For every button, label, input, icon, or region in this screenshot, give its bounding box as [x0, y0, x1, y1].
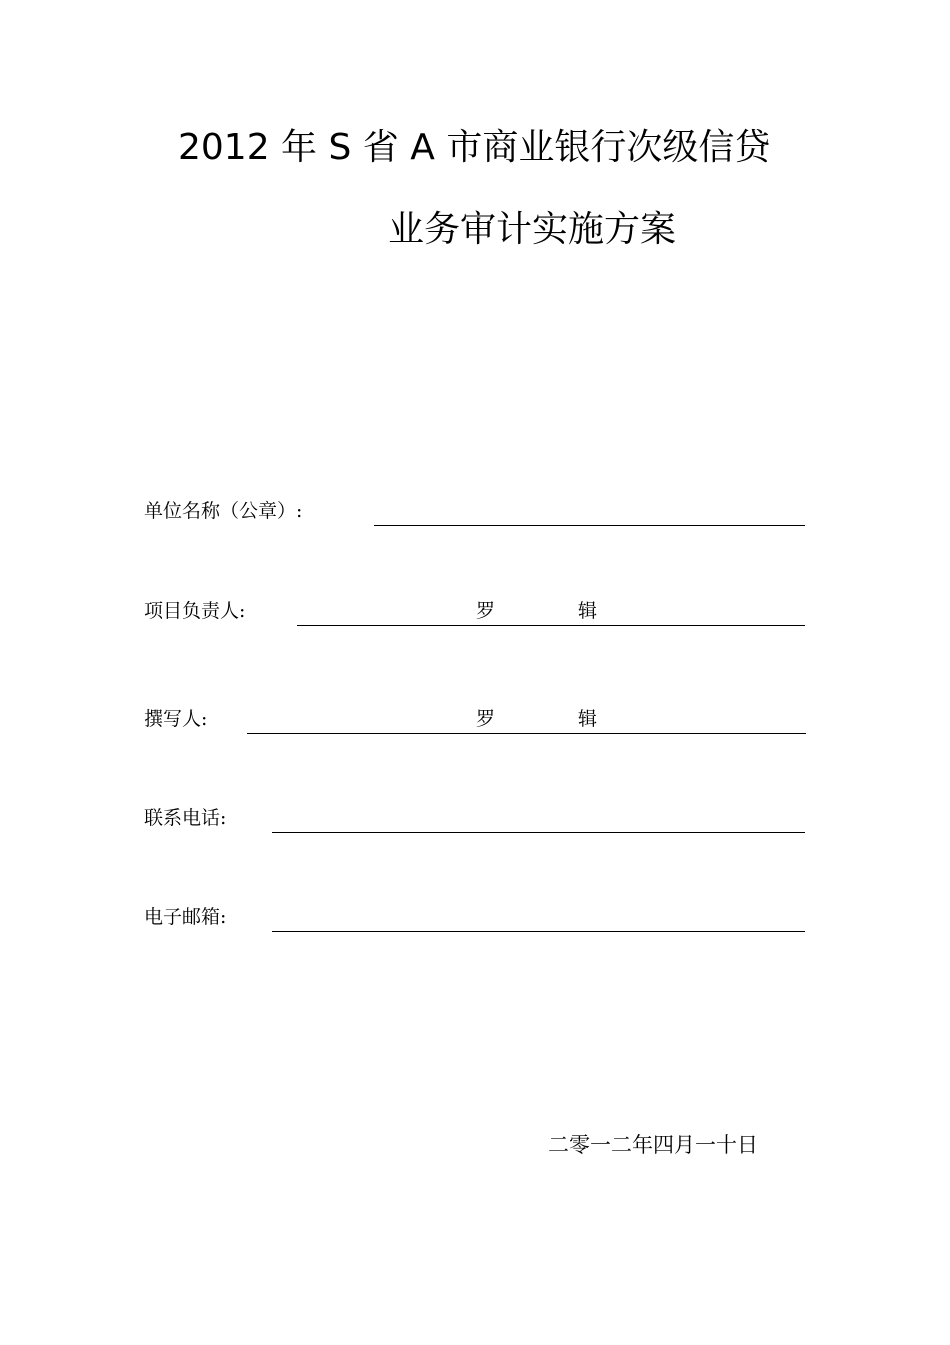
field-value-writer-part2: 辑 [578, 708, 598, 730]
field-label-email: 电子邮箱: [144, 906, 227, 928]
field-value-project-leader-part2: 辑 [578, 600, 598, 622]
underline-unit-name [374, 497, 805, 526]
underline-contact-phone [272, 804, 805, 833]
field-contact-phone [144, 804, 806, 836]
document-title-line-2: 业务审计实施方案 [388, 209, 677, 250]
document-date: 二零一二年四月一十日 [548, 1133, 758, 1157]
field-label-writer: 撰写人: [144, 708, 208, 730]
field-label-contact-phone: 联系电话: [144, 807, 227, 829]
underline-writer [247, 705, 806, 734]
field-label-project-leader: 项目负责人: [144, 600, 246, 622]
field-label-unit-name: 单位名称（公章）: [144, 500, 303, 522]
field-unit-name [144, 497, 806, 529]
underline-project-leader [297, 597, 805, 626]
field-email [144, 903, 806, 935]
field-value-writer-part1: 罗 [476, 708, 496, 730]
field-writer [144, 705, 806, 737]
underline-email [272, 903, 805, 932]
document-title-line-1: 2012 年 S 省 A 市商业银行次级信贷 [178, 127, 771, 168]
field-project-leader [144, 597, 806, 629]
field-value-project-leader-part1: 罗 [476, 600, 496, 622]
